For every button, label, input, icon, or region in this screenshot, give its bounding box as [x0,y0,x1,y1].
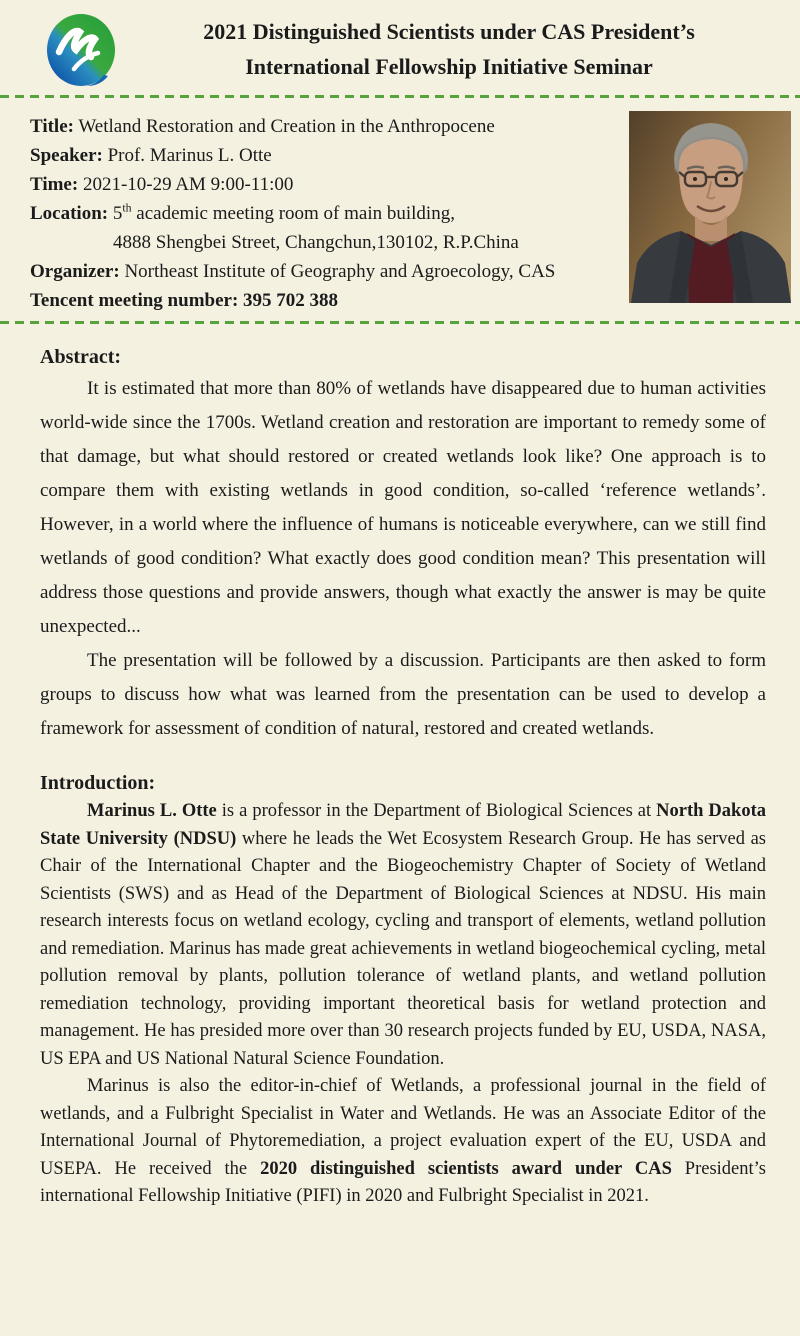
seminar-title-row [30,112,610,141]
abstract-heading: Abstract: [40,346,122,368]
location-value-rest: academic meeting room of main building, [131,203,455,224]
page-title [112,0,786,84]
university-name-bold: North Dakota State University (NDSU) [40,801,766,849]
location-ordinal-suffix: th [122,201,132,215]
speaker-value: Prof. Marinus L. Otte [102,145,272,166]
speaker-label: Speaker: [30,145,103,166]
location-address-row: 4888 Shengbei Street, Changchun,130102, R.P.China [113,232,519,253]
page-title-line2: International Fellowship Initiative Seminar [245,54,653,79]
abstract-paragraph-1: It is estimated that more than 80% of wetlands have disappeared due to human activities world-wide since the 1700s. Wetland creation and restoration are important to remedy some of that damage, but what should restored or created wetlands look like? One approach is to compare them with existing wetlands in good condition, so-called ‘reference wetlands’. However, in a world where the influence of humans is noticeable everywhere, can we still find wetlands of good condition? What exactly does good condition mean? This presentation will address those questions and provide answers, though what exactly the answer is may be quite unexpected... [40,378,766,637]
document-body [0,324,800,1211]
tencent-meeting-row: Tencent meeting number: 395 702 388 [30,290,339,311]
speaker-photo [629,111,791,303]
introduction-text: where he leads the Wet Ecosystem Research Group. He has served as Chair of the International Chapter and the Biogeochemistry Chapter of Society of Wetland Scientists (SWS) and as Head of the Department of Biological Sciences at NDSU. His main research interests focus on wetland ecology, cycling and transport of elements, wetland pollution and remediation. Marinus has made great achievements in wetland biogeochemical cycling, metal pollution removal by plants, pollution tolerance of wetland plants, and wetland pollution remediation technology, providing important theoretical basis for wetland protection and management. He has presided more over than 30 research projects funded by EU, USDA, NASA, US EPA and US National Natural Science Foundation. [40,828,766,1069]
seminar-info-block [0,98,800,321]
organizer-value: Northeast Institute of Geography and Agroecology, CAS [119,261,556,282]
location-label: Location: [30,203,109,224]
page-title-line1: 2021 Distinguished Scientists under CAS President’s [203,19,695,44]
award-name-bold: 2020 distinguished scientists award under CAS [260,1158,672,1179]
introduction-text: is a professor in the Department of Biological Sciences at [216,801,657,821]
seminar-title-label: Title: [30,116,74,137]
time-row [30,170,610,199]
location-row [30,199,610,228]
introduction-paragraph-1 [40,798,766,1073]
introduction-text: Marinus is also the editor-in-chief of Wetlands, a professional journal in the field of wetlands, and a Fulbright Specialist in Water and Wetlands. He was an Associate Editor of the International Journal of Phytoremediation, a project evaluation expert of the EU, USDA and USEPA. He received the [40,1076,766,1179]
introduction-paragraph-2 [40,1073,766,1211]
seminar-title-value: Wetland Restoration and Creation in the Anthropocene [73,116,495,137]
organizer-row [30,257,610,286]
time-label: Time: [30,174,79,195]
speaker-row [30,141,610,170]
location-value-number: 5 [108,203,123,224]
institute-globe-logo-icon [44,12,118,90]
speaker-name-bold: Marinus L. Otte [87,801,217,821]
time-value: 2021-10-29 AM 9:00-11:00 [78,174,294,195]
introduction-text: President’s international Fellowship Initiative (PIFI) in 2020 and Fulbright Specialist in 2021. [40,1158,766,1206]
introduction-heading: Introduction: [40,772,156,794]
header [0,0,800,95]
abstract-paragraph-2: The presentation will be followed by a discussion. Participants are then asked to form groups to discuss how what was learned from the presentation can be used to develop a framework for assessment of condition of natural, restored and created wetlands. [40,650,766,739]
organizer-label: Organizer: [30,261,120,282]
